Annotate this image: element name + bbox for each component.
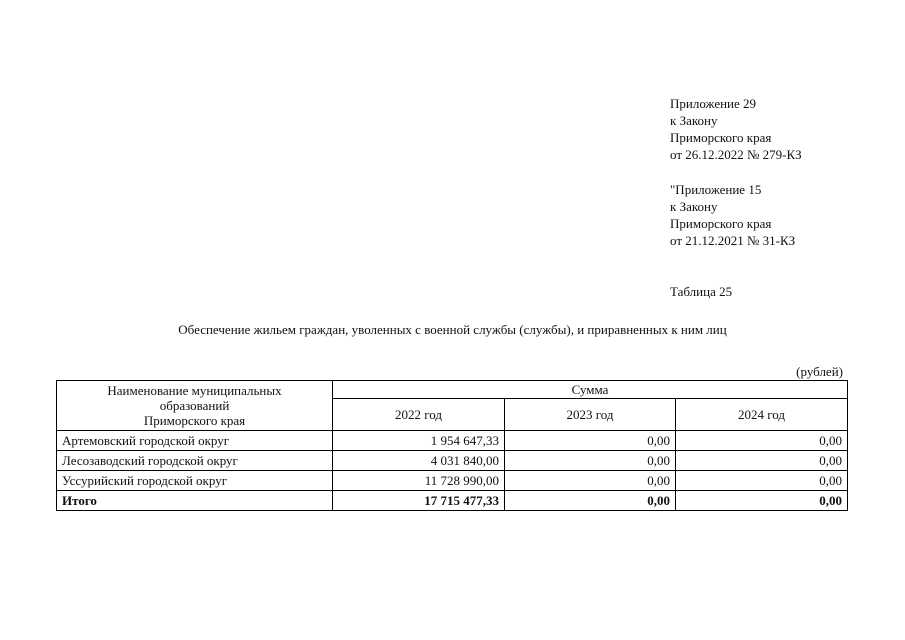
amount-cell: 0,00 [505, 431, 676, 451]
municipality-header-line: Приморского края [143, 413, 246, 428]
previous-appendix-line: к Закону [670, 199, 718, 214]
table-row [57, 451, 848, 471]
year-header-2022: 2022 год [333, 399, 505, 431]
table-number: Таблица 25 [670, 284, 733, 299]
municipality-header-line: Наименование муниципальных [107, 383, 282, 398]
sum-column-header: Сумма [333, 381, 848, 399]
table-row [57, 431, 848, 451]
total-row [57, 491, 848, 511]
year-header-2024: 2024 год [676, 399, 848, 431]
table-row [57, 471, 848, 491]
municipality-column-header [57, 381, 333, 431]
amount-cell: 11 728 990,00 [333, 471, 505, 491]
previous-appendix-line: от 21.12.2021 № 31-КЗ [670, 233, 796, 248]
total-amount-cell: 17 715 477,33 [333, 491, 505, 511]
amount-cell: 0,00 [505, 471, 676, 491]
municipality-name: Лесозаводский городской округ [57, 451, 333, 471]
appendix-line: к Закону [670, 113, 718, 128]
amount-cell: 4 031 840,00 [333, 451, 505, 471]
amount-cell: 0,00 [676, 471, 848, 491]
amount-cell: 1 954 647,33 [333, 431, 505, 451]
appendix-line: Приморского края [670, 130, 772, 145]
appendix-reference [670, 95, 802, 163]
appendix-line: Приложение 29 [670, 96, 757, 111]
amount-cell: 0,00 [676, 431, 848, 451]
amount-cell: 0,00 [676, 451, 848, 471]
previous-appendix-reference [670, 181, 795, 249]
amount-cell: 0,00 [505, 451, 676, 471]
total-amount-cell: 0,00 [505, 491, 676, 511]
total-amount-cell: 0,00 [676, 491, 848, 511]
year-header-2023: 2023 год [505, 399, 676, 431]
units-label: (рублей) [796, 364, 843, 379]
document-title: Обеспечение жильем граждан, уволенных с военной службы (службы), и приравненных к ним лиц [178, 322, 727, 337]
municipality-header-line: образований [159, 398, 230, 413]
municipality-name: Уссурийский городской округ [57, 471, 333, 491]
previous-appendix-line: "Приложение 15 [670, 182, 762, 197]
total-label: Итого [57, 491, 333, 511]
municipality-name: Артемовский городской округ [57, 431, 333, 451]
funding-table [56, 380, 848, 511]
appendix-line: от 26.12.2022 № 279-КЗ [670, 147, 802, 162]
previous-appendix-line: Приморского края [670, 216, 772, 231]
